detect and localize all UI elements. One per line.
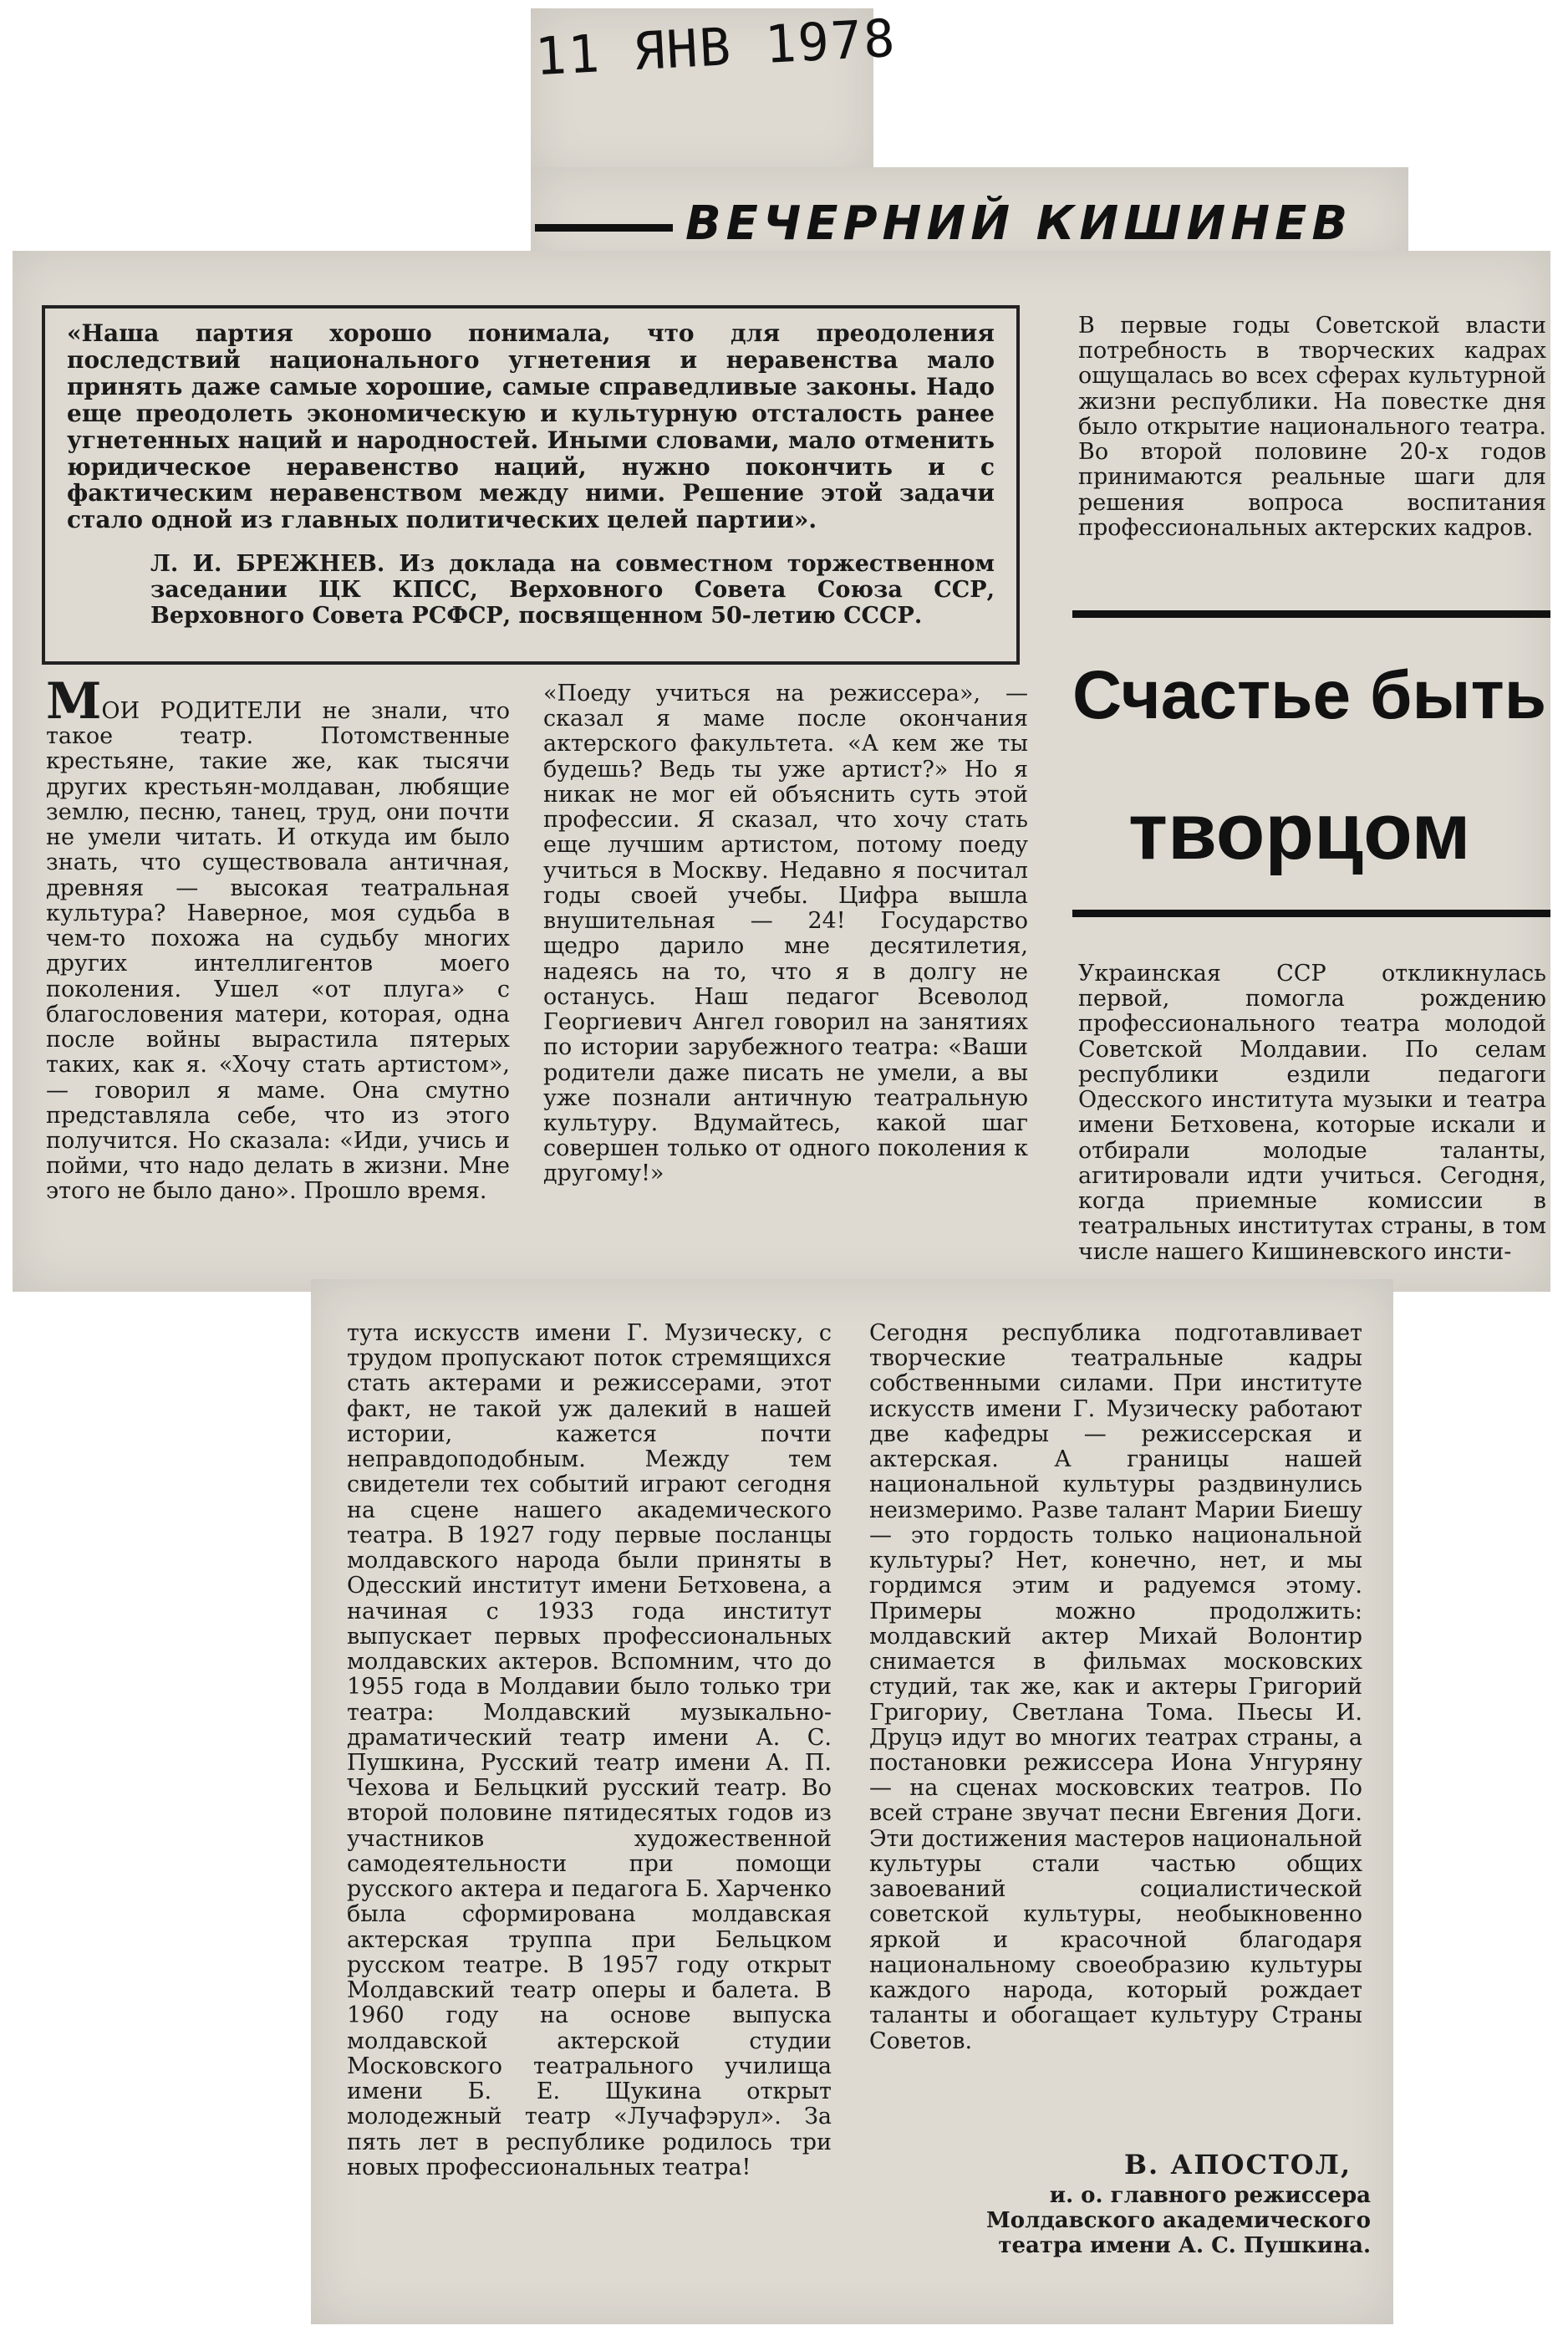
author-name: В. АПОСТОЛ, [1124,2149,1352,2180]
newspaper-masthead: ВЕЧЕРНИЙ КИШИНЕВ [685,196,1353,251]
headline-line-2: творцом [1128,787,1471,876]
date-stamp: 11 ЯНВ 1978 [533,7,899,88]
column-1-text: ОИ РОДИТЕЛИ не знали, что такое театр. Потомственные крестьяне, такие же, как тысячи других крестьян-молдаван, любящие землю, песню, танец, труд, они почти не умели читать. И откуда им было знать, что существовала античная, древняя — высокая театральная культура? Наверное, моя судьба в чем-то похожа на судьбу многих других интеллигентов моего поколения. Ушел «от плуга» с благословения матери, которая, одна после войны вырастила пятерых таких, как я. «Хочу стать артистом», — говорил я маме. Она смутно представляла себе, что из этого получится. Но сказала: «Иди, учись и пойми, что надо делать в жизни. Мне этого не было дано». Прошло время. [46,698,510,1205]
drop-cap: М [46,672,102,731]
masthead-rule [535,224,673,232]
epigraph-source: Л. И. БРЕЖНЕВ. Из доклада на совместном торжественном заседании ЦК КПСС, Верховного Совета Союза ССР, Верховного Совета РСФСР, посвященном 50-летию СССР. [150,551,995,629]
headline-rule-top [1072,610,1550,618]
article-column-3: Украинская ССР откликнулась первой, помогла рождению профессионального театра молодой Советской Молдавии. По селам республики ездили педагоги Одесского института музыки и театра имени Бетховена, которые искали и отбирали молодые таланты, агитировали идти учиться. Сегодня, когда приемные комиссии в театральных институтах страны, в том числе нашего Кишиневского инсти- [1078,961,1546,1265]
article-column-1 [46,672,510,1205]
article-column-2: «Поеду учиться на режиссера», — сказал я маме после окончания актерского факультета. «А кем же ты будешь? Ведь ты уже артист?» Но я никак не мог ей объяснить суть этой профессии. Я сказал, что хочу стать еще лучшим артистом, потому поеду учиться в Москву. Недавно я посчитал годы своей учебы. Цифра вышла внушительная — 24! Государство щедро дарило мне десятилетия, надеясь на то, что я в долгу не останусь. Наш педагог Всеволод Георгиевич Ангел говорил на занятиях по истории зарубежного театра: «Ваши родители даже писать не умели, а вы уже познали античную театральную культуру. Вдумайтесь, какой шаг совершен только от одного поколения к другому!» [543,681,1028,1187]
headline-line-1: Счастье быть [1072,657,1547,733]
epigraph-quote: «Наша партия хорошо понимала, что для преодоления последствий национального угнетения и неравенства мало принять даже самые хорошие, самые справедливые законы. Надо еще преодолеть экономическую и культурную отсталость ранее угнетенных наций и народностей. Иными словами, мало отменить юридическое неравенство наций, нужно покончить и с фактическим неравенством между ними. Решение этой задачи стало одной из главных политических целей партии». [67,319,995,534]
article-column-4: тута искусств имени Г. Музическу, с трудом пропускают поток стремящихся стать актерами и режиссерами, этот факт, не такой уж далекий в нашей истории, кажется почти неправдоподобным. Между тем свидетели тех событий играют сегодня на сцене нашего академического театра. В 1927 году первые посланцы молдавского народа были приняты в Одесский институт имени Бетховена, а начиная с 1933 года институт выпускает первых профессиональных молдавских актеров. Вспомним, что до 1955 года в Молдавии было только три театра: Молдавский музыкально-драматический театр имени А. С. Пушкина, Русский театр имени А. П. Чехова и Бельцкий русский театр. Во второй половине пятидесятых годов из участников художественной самодеятельности при помощи русского актера и педагога Б. Харченко была сформирована молдавская актерская труппа при Бельцком русском театре. В 1957 году открыт Молдавский театр оперы и балета. В 1960 году на основе выпуска молдавской актерской студии Московского театрального училища имени Б. Е. Щукина открыт молодежный театр «Лучафэрул». За пять лет в республике родилось три новых профессиональных театра! [347,1320,832,2180]
author-role: и. о. главного режиссера Молдавского академического театра имени А. С. Пушкина. [986,2183,1371,2258]
article-column-5: Сегодня республика подготавливает творческие театральные кадры собственными силами. При институте искусств имени Г. Музическу работают две кафедры — режиссерская и актерская. А границы нашей национальной культуры раздвинулись неизмеримо. Разве талант Марии Биешу — это гордость только национальной культуры? Нет, конечно, нет, и мы гордимся этим и радуемся этому. Примеры можно продолжить: молдавский актер Михай Волонтир снимается в фильмах московских студий, так же, как и актеры Григорий Григориу, Светлана Тома. Пьесы И. Друцэ идут во многих театрах страны, а постановки режиссера Иона Унгуряну — на сценах московских театров. По всей стране звучат песни Евгения Доги. Эти достижения мастеров национальной культуры стали частью общих завоеваний социалистической советской культуры, необыкновенно яркой и красочной благодаря национальному своеобразию культуры каждого народа, который рождает таланты и обогащает культуру Страны Советов. [869,1320,1362,2054]
headline-rule-bottom [1072,910,1550,917]
article-intro-top-right: В первые годы Советской власти потребность в творческих кадрах ощущалась во всех сферах культурной жизни республики. На повестке дня было открытие национального театра. Во второй половине 20-х годов принимаются реальные шаги для решения вопроса воспитания профессиональных актерских кадров. [1078,313,1546,541]
